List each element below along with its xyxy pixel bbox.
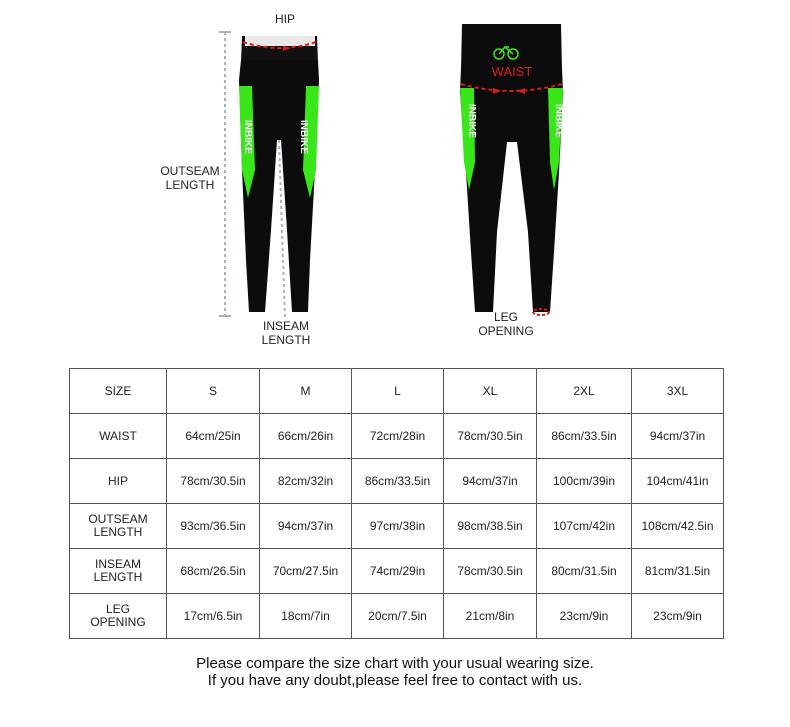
table-header-cell: M [260,369,352,414]
table-cell: 78cm/30.5in [167,459,260,504]
table-cell: 107cm/42in [537,504,632,549]
table-cell: 21cm/8in [444,594,537,639]
table-cell: 17cm/6.5in [167,594,260,639]
table-cell: 64cm/25in [167,414,260,459]
table-cell: 20cm/7.5in [352,594,444,639]
table-header-cell: L [352,369,444,414]
table-cell: 82cm/32in [260,459,352,504]
footer-note-line-2: If you have any doubt,please feel free to contact with us. [207,672,583,689]
table-cell: 80cm/31.5in [537,549,632,594]
waist-label: WAIST [491,64,533,79]
table-cell: 74cm/29in [352,549,444,594]
row-label: INSEAM LENGTH [70,549,167,594]
row-label: OUTSEAM LENGTH [70,504,167,549]
table-cell: 81cm/31.5in [632,549,724,594]
table-cell: 108cm/42.5in [632,504,724,549]
svg-text:INBIKE: INBIKE [466,104,477,138]
table-header-cell: 3XL [632,369,724,414]
table-cell: 72cm/28in [352,414,444,459]
table-row [70,549,724,594]
table-cell: 78cm/30.5in [444,414,537,459]
table-cell: 104cm/41in [632,459,724,504]
table-header-row [70,369,724,414]
outseam-length-label: OUTSEAM LENGTH [160,164,220,192]
table-cell: 78cm/30.5in [444,549,537,594]
row-label: WAIST [70,414,167,459]
table-cell: 23cm/9in [632,594,724,639]
table-cell: 66cm/26in [260,414,352,459]
table-cell: 70cm/27.5in [260,549,352,594]
table-header-cell: SIZE [70,369,167,414]
table-header-cell: XL [444,369,537,414]
leg-opening-label: LEG OPENING [478,310,534,338]
table-cell: 93cm/36.5in [167,504,260,549]
svg-text:INBIKE: INBIKE [242,120,253,154]
inseam-length-label: INSEAM LENGTH [261,319,311,347]
row-label: HIP [70,459,167,504]
size-chart-table [69,368,724,639]
table-cell: 86cm/33.5in [352,459,444,504]
table-cell: 86cm/33.5in [537,414,632,459]
table-cell: 18cm/7in [260,594,352,639]
front-pants-figure [215,20,325,325]
table-cell: 23cm/9in [537,594,632,639]
table-cell: 98cm/38.5in [444,504,537,549]
table-cell: 94cm/37in [632,414,724,459]
row-label: LEG OPENING [70,594,167,639]
table-cell: 94cm/37in [444,459,537,504]
table-row [70,414,724,459]
table-row [70,594,724,639]
hip-label: HIP [274,12,295,26]
svg-text:INBIKE: INBIKE [553,104,564,138]
footer-note-line-1: Please compare the size chart with your usual wearing size. [196,655,594,672]
table-header-cell: 2XL [537,369,632,414]
table-cell: 100cm/39in [537,459,632,504]
table-cell: 68cm/26.5in [167,549,260,594]
table-row [70,459,724,504]
table-header-cell: S [167,369,260,414]
table-cell: 97cm/38in [352,504,444,549]
table-row [70,504,724,549]
svg-text:INBIKE: INBIKE [298,120,309,154]
table-cell: 94cm/37in [260,504,352,549]
